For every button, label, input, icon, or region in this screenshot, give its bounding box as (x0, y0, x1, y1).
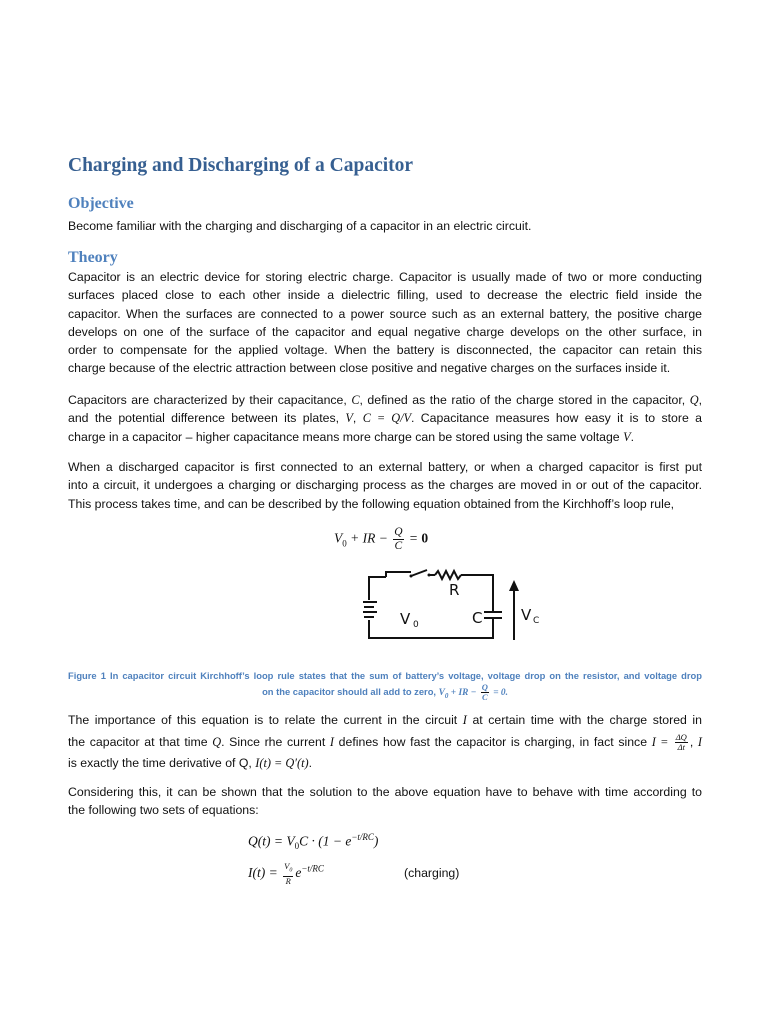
text-line: Capacitor is an electric device for storing electric charge. Capacitor is usually made of two or more conducting (68, 270, 702, 284)
text-line: charge because of the electric attraction between close positive and negative charges on the surfaces inside it. (68, 361, 671, 376)
math-symbol: I (462, 713, 467, 727)
arrowhead-icon (509, 580, 519, 591)
text-line: order to compensate for the applied voltage. When the battery is disconnected, the capacitor can retain this (68, 343, 702, 358)
caption-text: on the capacitor should all add to zero, (262, 685, 439, 697)
theory-paragraph-2 (68, 391, 702, 446)
text-run: , (698, 393, 702, 407)
text-run: . Capacitance measures how easy it is to store a (411, 411, 702, 426)
math-symbol: C (351, 393, 360, 407)
eq-exponent: −t/RC (351, 832, 374, 842)
text-line: When a discharged capacitor is first connected to an external battery, or when a charged capacitor is first put (68, 460, 702, 474)
resistor-label: R (449, 581, 460, 599)
eq-term: V (334, 530, 343, 546)
theory-heading: Theory (68, 249, 118, 266)
eq-term: Q(t) = V (248, 833, 295, 849)
wire (369, 577, 386, 600)
eq-term: ) (373, 833, 379, 849)
eq-fraction (283, 862, 293, 886)
eq-subscript: 0 (444, 691, 449, 700)
math-symbol: I (697, 734, 702, 749)
objective-heading: Objective (68, 195, 134, 212)
resistor-icon (435, 571, 461, 579)
capacitor-label: C (472, 609, 483, 627)
text-run: and the potential difference between its plates, (68, 411, 346, 426)
objective-line: Become familiar with the charging and discharging of a capacitor in an electric circuit. (68, 219, 532, 233)
text-line: surfaces placed close to each other inside a dielectric filling, used to decrease the electric field inside the (68, 288, 702, 303)
text-run: The importance of this equation is to relate the current in the circuit (68, 713, 463, 727)
eq-fraction (393, 526, 403, 553)
eq-denominator: C (394, 540, 403, 552)
math-symbol: Q (689, 393, 699, 407)
text-line: develops on one of the surface of the capacitor and equal negative charge develops on the other surface, in (68, 324, 702, 339)
wire (461, 575, 493, 612)
eq-term: C · (1 − e (299, 833, 352, 849)
text-run: , (689, 734, 698, 749)
eq-term: I(t) = (248, 864, 282, 880)
text-line: the following two sets of equations: (68, 803, 259, 818)
text-line: Considering this, it can be shown that the solution to the above equation have to behave with time according to (68, 785, 702, 799)
charging-label: (charging) (404, 866, 460, 880)
text-line: capacitor. When the surfaces are connected to a power source such as an external battery, the positive charge (68, 306, 702, 321)
eq-exponent: −t/RC (301, 863, 324, 874)
charge-equation (248, 832, 378, 851)
current-equation (248, 862, 324, 886)
wire (386, 572, 411, 577)
paragraph-4 (68, 710, 702, 775)
text-run: the capacitor at that time (68, 734, 213, 749)
text-line (68, 391, 702, 409)
caption-line (262, 682, 508, 702)
math-symbol: Q (212, 734, 222, 749)
theory-paragraph-1 (68, 268, 702, 378)
text-line (68, 732, 702, 754)
eq-term: V (438, 687, 445, 698)
text-run: is exactly the time derivative of Q, (68, 756, 256, 770)
eq-term: e (295, 864, 302, 880)
text-line (68, 409, 702, 427)
derivative-formula: I(t) = Q′(t) (255, 756, 309, 770)
eq-term: + IR − (346, 530, 392, 546)
objective-text (68, 217, 702, 235)
eq-subscript: 0 (342, 538, 347, 549)
text-run: . (308, 756, 313, 770)
text-line (68, 428, 702, 446)
text-run: Capacitors are characterized by their capacitance, (68, 393, 352, 407)
eq-denominator: C (481, 692, 488, 702)
math-symbol: V (623, 429, 631, 444)
battery-label: V (400, 610, 411, 628)
caption-equation (438, 682, 508, 702)
text-run: , (352, 411, 363, 426)
text-run: defines how fast the capacitor is charging, in fact since (334, 734, 652, 749)
capacitor-voltage-subscript: C (533, 616, 540, 626)
current-definition (651, 732, 690, 753)
eq-subscript: 0 (294, 841, 300, 852)
eq-term: = 0. (490, 687, 508, 698)
battery-label-subscript: 0 (413, 620, 419, 630)
eq-subscript: 0 (289, 867, 293, 874)
eq-fraction (675, 733, 688, 752)
text-line (68, 710, 702, 732)
eq-term: + IR − (448, 687, 479, 698)
text-run: charge in a capacitor – higher capacitance means more charge can be stored using the same voltage (68, 429, 624, 444)
capacitor-voltage-label: V (521, 606, 532, 624)
kirchhoff-equation (334, 526, 428, 553)
page-title: Charging and Discharging of a Capacitor (68, 155, 414, 176)
text-line (68, 753, 702, 775)
eq-denominator: Δt (677, 742, 685, 753)
eq-denominator: R (285, 875, 291, 886)
capacitance-formula: C = Q/V (362, 411, 412, 426)
theory-paragraph-3 (68, 458, 702, 513)
eq-term: = (405, 530, 422, 546)
text-run: at certain time with the charge stored in (466, 713, 702, 727)
switch-icon (411, 570, 427, 576)
math-symbol: I (329, 734, 335, 749)
eq-term: V (284, 861, 290, 871)
text-line: into a circuit, it undergoes a charging or discharging process as the charges are moved in or out of the capacitor. (68, 478, 702, 493)
text-run: , defined as the ratio of the charge stored in the capacitor, (359, 393, 690, 407)
eq-numerator: Q (394, 526, 403, 538)
eq-fraction (481, 683, 489, 702)
eq-numerator: ΔQ (675, 732, 687, 743)
eq-numerator (283, 862, 293, 877)
capacitor-circuit-diagram (363, 560, 543, 650)
figure-caption (68, 668, 702, 704)
math-symbol: V (345, 411, 353, 426)
text-line: This process takes time, and can be described by the following equation obtained from the Kirchhoff’s loop rule, (68, 496, 675, 511)
eq-numerator: Q (481, 682, 488, 692)
eq-term: I = (651, 734, 673, 749)
text-run: . Since rhe current (221, 734, 330, 749)
text-run: . (630, 429, 634, 444)
caption-line: Figure 1 In capacitor circuit Kirchhoff’s loop rule states that the sum of battery’s voltage, voltage drop on the resistor, and voltage drop (68, 670, 702, 681)
eq-zero: 0 (421, 530, 429, 546)
paragraph-5 (68, 783, 702, 820)
